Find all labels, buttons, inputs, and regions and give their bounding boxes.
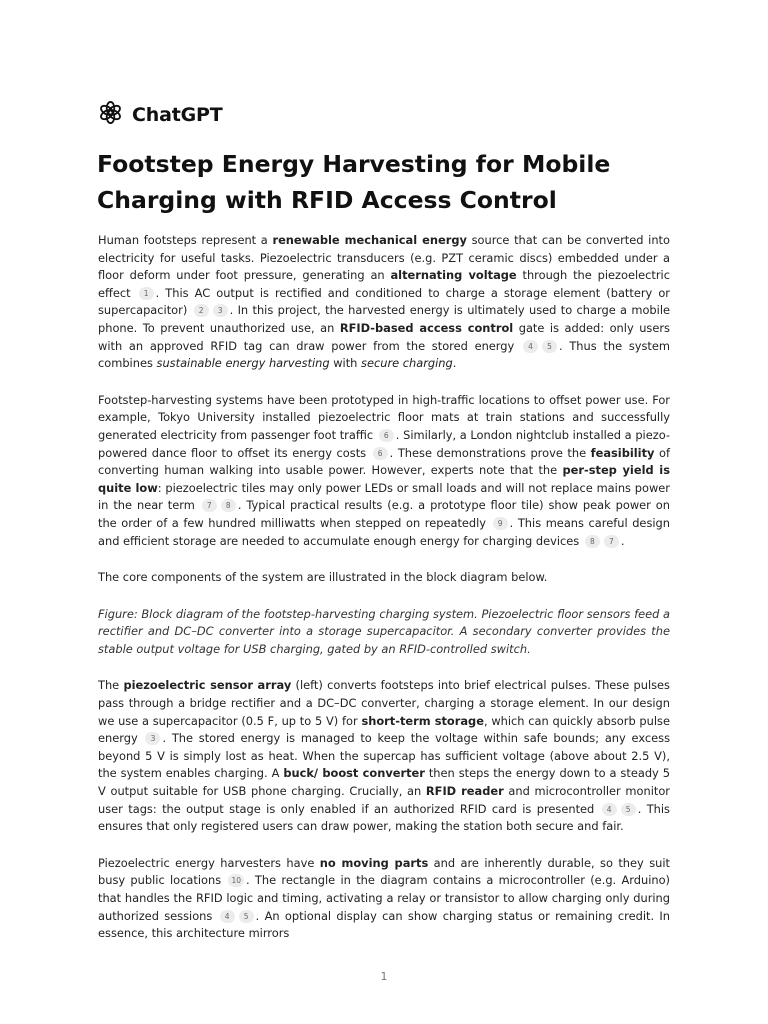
citation-badge[interactable]: 3: [145, 732, 160, 745]
body-paragraph: [98, 677, 670, 835]
citation-badge[interactable]: 7: [604, 535, 619, 548]
text-run: , which can quickly absorb pulse energy: [98, 713, 670, 746]
page-number: 1: [380, 970, 388, 983]
text-run: source that can be converted into electricity for useful tasks. Piezoelectric transducers (e.g. PZT ceramic discs) embedded under a floor deform under foot pressure, generating an: [98, 233, 670, 283]
document-title: Footstep Energy Harvesting for Mobile Charging with RFID Access Control: [97, 150, 611, 214]
body-paragraph: [98, 392, 670, 550]
document-body: [98, 232, 670, 962]
bold-text: short-term storage: [361, 713, 484, 728]
bold-text: buck/ boost converter: [283, 766, 425, 781]
citation-badge[interactable]: 5: [542, 340, 557, 353]
italic-text: secure charging: [361, 356, 453, 371]
citation-badge[interactable]: 5: [621, 803, 636, 816]
body-paragraph: [98, 855, 670, 943]
body-paragraph: [98, 569, 670, 587]
text-run: .: [620, 533, 625, 548]
text-run: : piezoelectric tiles may only power LEDs or small loads and will not replace mains power in the near term: [98, 480, 670, 513]
citation-badge[interactable]: 10: [228, 874, 244, 887]
text-run: The core components of the system are illustrated in the block diagram below.: [98, 570, 548, 585]
text-run: .: [452, 356, 457, 371]
text-run: Footstep-harvesting systems have been prototyped in high-traffic locations to offset power use. For example, Tokyo University installed piezoelectric floor mats at train stations and successfully generated electricity from passenger foot traffic: [98, 392, 670, 442]
figure-caption: [98, 606, 670, 659]
text-run: Figure: Block diagram of the footstep-harvesting charging system. Piezoelectric floor sensors feed a rectifier and DC–DC converter into a storage supercapacitor. A secondary converter provides the stable output voltage for USB charging, gated by an RFID-controlled switch.: [98, 606, 670, 656]
citation-badge[interactable]: 3: [213, 304, 228, 317]
brand-name: ChatGPT: [132, 103, 223, 126]
text-run: gate is added: only users with an approved RFID tag can draw power from the stored energy: [98, 320, 670, 353]
body-paragraph: [98, 232, 670, 373]
text-run: and microcontroller monitor user tags: the output stage is only enabled if an authorized RFID card is presented: [98, 784, 670, 816]
bold-text: no moving parts: [319, 855, 429, 870]
text-run: . This AC output is rectified and conditioned to charge a storage element (battery or supercapacitor): [98, 285, 670, 318]
text-run: . Similarly, a London nightclub installed a piezo-powered dance floor to offset its energy costs: [98, 427, 670, 460]
citation-badge[interactable]: 4: [602, 803, 617, 816]
bold-text: renewable mechanical energy: [272, 233, 467, 247]
citation-badge[interactable]: 2: [194, 304, 209, 317]
citation-badge[interactable]: 6: [379, 429, 394, 442]
text-run: . Typical practical results (e.g. a prototype floor tile) show peak power on the order of a few hundred milliwatts when stepped on repeatedly: [98, 498, 670, 530]
citation-badge[interactable]: 6: [373, 447, 388, 460]
text-run: . An optional display can show charging status or remaining credit. In essence, this architecture mirrors: [98, 908, 670, 941]
text-run: then steps the energy down to a steady 5 V output suitable for USB phone charging. Crucially, an: [98, 766, 670, 799]
citation-badge[interactable]: 4: [523, 340, 538, 353]
text-run: . These demonstrations prove the: [389, 445, 591, 460]
text-run: of converting human walking into usable power. However, experts note that the: [98, 445, 670, 478]
text-run: . In this project, the harvested energy is ultimately used to charge a mobile phone. To prevent unauthorized use, an: [98, 303, 670, 335]
citation-badge[interactable]: 1: [139, 287, 154, 300]
citation-badge[interactable]: 8: [221, 499, 236, 512]
citation-badge[interactable]: 4: [220, 910, 235, 923]
citation-badge[interactable]: 8: [585, 535, 600, 548]
citation-badge[interactable]: 7: [202, 499, 217, 512]
bold-text: RFID-based access control: [339, 320, 514, 335]
text-run: . The rectangle in the diagram contains a microcontroller (e.g. Arduino) that handles the RFID logic and timing, activating a relay or transistor to allow charging only during authorized sessions: [98, 873, 670, 923]
citation-badge[interactable]: 5: [239, 910, 254, 923]
text-run: . This means careful design and efficient storage are needed to accumulate enough energy for charging devices: [98, 515, 670, 548]
text-run: with: [329, 356, 362, 371]
text-run: The: [98, 678, 124, 693]
text-run: . Thus the system combines: [98, 338, 671, 371]
text-run: and are inherently durable, so they suit busy public locations: [98, 855, 670, 888]
text-run: through the piezoelectric effect: [98, 268, 670, 300]
bold-text: piezoelectric sensor array: [123, 678, 292, 693]
bold-text: alternating voltage: [390, 268, 517, 283]
text-run: . The stored energy is managed to keep the voltage within safe bounds; any excess beyond 5 V is simply lost as heat. When the supercap has sufficient voltage (above about 2.5 V), the system enables charging. A: [98, 731, 671, 781]
text-run: Human footsteps represent a: [98, 233, 273, 247]
brand-header: [97, 99, 222, 130]
text-run: (left) converts footsteps into brief electrical pulses. These pulses pass through a bridge rectifier and a DC–DC converter, charging a storage element. In our design we use a supercapacitor (0.5 F, up to 5 V) for: [98, 678, 670, 728]
citation-badge[interactable]: 9: [493, 517, 508, 530]
bold-text: feasibility: [590, 445, 655, 460]
bold-text: per-step yield is quite low: [98, 463, 670, 495]
openai-logo-icon: [97, 99, 124, 130]
italic-text: sustainable energy harvesting: [156, 356, 330, 371]
text-run: . This ensures that only registered users can draw power, making the station both secure and fair.: [98, 801, 670, 834]
text-run: Piezoelectric energy harvesters have: [98, 855, 320, 870]
bold-text: RFID reader: [425, 784, 504, 799]
